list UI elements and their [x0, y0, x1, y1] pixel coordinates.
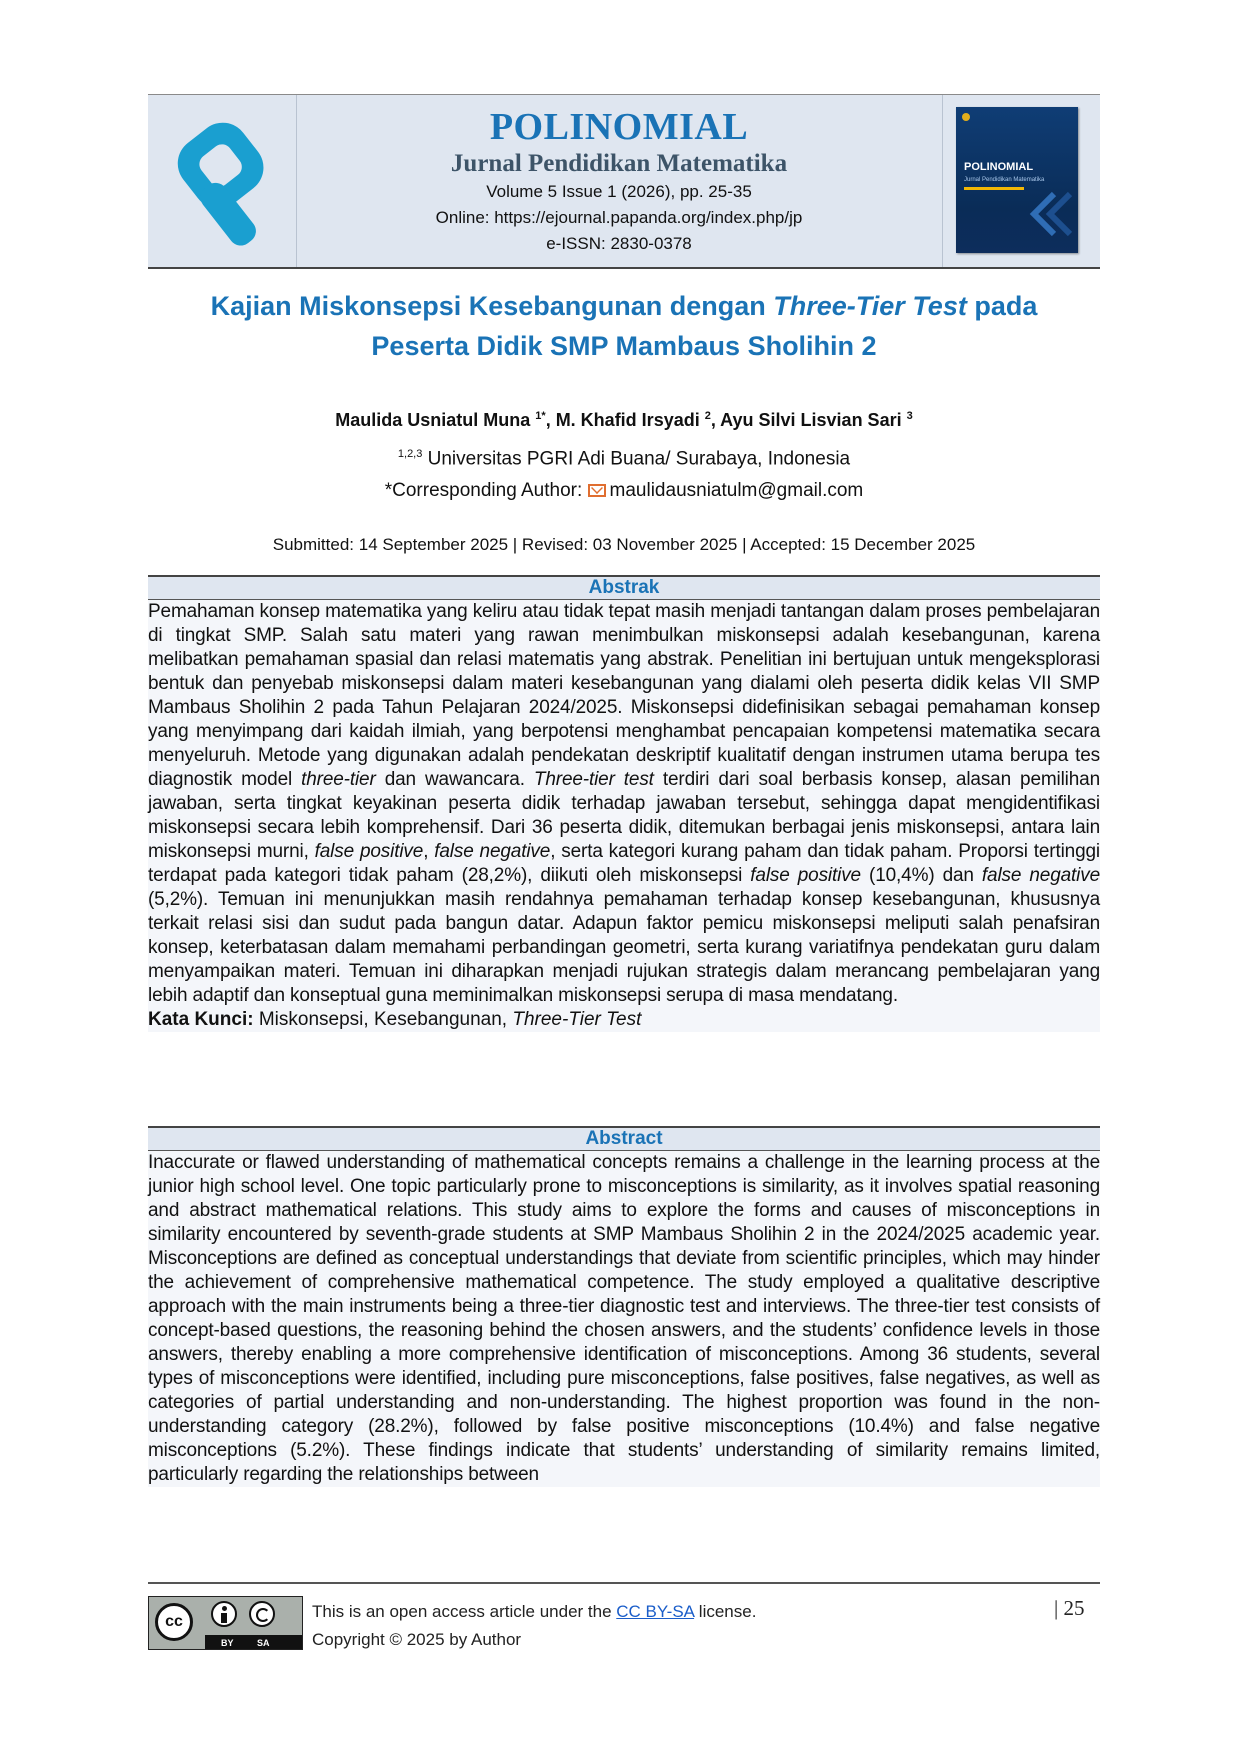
title-part1: Kajian Miskonsepsi Kesebangunan dengan	[210, 291, 774, 321]
license-line	[312, 1598, 756, 1626]
abstrak-body	[148, 600, 1100, 1008]
header-divider-left	[296, 95, 297, 267]
abstrak-section	[148, 575, 1100, 1032]
header-divider-right	[942, 95, 943, 267]
abstrak-italic-6: false negative	[981, 865, 1100, 886]
corresponding-email[interactable]: maulidausniatulm@gmail.com	[609, 480, 864, 501]
cc-by-label: BY	[221, 1638, 234, 1648]
footer-divider	[148, 1582, 1100, 1584]
journal-name: POLINOMIAL	[489, 106, 749, 148]
article-title	[148, 286, 1100, 366]
author-2-sup: 2	[704, 410, 711, 422]
abstrak-italic-4: false negative	[434, 841, 551, 862]
abstrak-text-1: Pemahaman konsep matematika yang keliru atau tidak tepat masih menjadi tantangan dalam proses pembelajaran di tingkat SMP. Salah satu materi yang rawan menimbulkan miskonsepsi adalah kesebangunan, karena melibatkan pemahaman spasial dan relasi matematis yang abstrak. Penelitian ini bertujuan untuk mengeksplorasi bentuk dan penyebab miskonsepsi dalam materi kesebangunan yang dialami oleh peserta didik kelas VII SMP Mambaus Sholihin 2 pada Tahun Pelajaran 2024/2025. Miskonsepsi didefinisikan sebagai pemahaman konsep yang menyimpang dari kaidah ilmiah, yang berpotensi menghambat pencapaian kompetensi matematika secara menyeluruh. Metode yang digunakan adalah pendekatan deskriptif kualitatif dengan instrumen utama berupa tes diagnostik model	[148, 601, 1100, 790]
abstrak-text-6: (10,4%) dan	[860, 865, 982, 886]
author-3-sup: 3	[906, 410, 913, 422]
abstrak-italic-2: Three-tier test	[533, 769, 654, 790]
share-alike-icon	[249, 1601, 275, 1627]
license-pre: This is an open access article under the	[312, 1602, 617, 1621]
title-line2: Peserta Didik SMP Mambaus Sholihin 2	[371, 331, 877, 361]
abstrak-heading: Abstrak	[148, 575, 1100, 600]
author-1: Maulida Usniatul Muna	[335, 410, 536, 430]
keywords-text: Miskonsepsi, Kesebangunan,	[253, 1009, 513, 1030]
abstract-section	[148, 1126, 1100, 1487]
corresponding-label: *Corresponding Author:	[384, 480, 588, 501]
license-link[interactable]: CC BY-SA	[616, 1602, 695, 1621]
author-2: , M. Khafid Irsyadi	[545, 410, 705, 430]
cover-chevron-icon	[1014, 189, 1074, 239]
journal-logo-icon	[168, 111, 288, 251]
keywords-label: Kata Kunci:	[148, 1009, 254, 1030]
abstrak-text-2: dan wawancara.	[375, 769, 534, 790]
author-1-sup: 1*	[535, 410, 546, 422]
cc-by-sa-license-icon[interactable]	[148, 1596, 303, 1650]
affiliation	[148, 448, 1100, 470]
affiliation-sup: 1,2,3	[397, 448, 423, 460]
journal-info	[308, 95, 930, 257]
journal-cover-image	[956, 107, 1078, 253]
volume-info: Volume 5 Issue 1 (2026), pp. 25-35	[486, 182, 752, 201]
title-italic: Three-Tier Test	[773, 291, 967, 321]
abstrak-italic-3: false positive	[314, 841, 424, 862]
cover-subtitle: Jurnal Pendidikan Matematika	[964, 177, 1045, 183]
mail-icon	[588, 484, 606, 497]
cover-title: POLINOMIAL	[964, 161, 1034, 173]
journal-subtitle: Jurnal Pendidikan Matematika	[450, 150, 788, 177]
submission-dates: Submitted: 14 September 2025 | Revised: 03 November 2025 | Accepted: 15 December 2025	[272, 535, 976, 554]
keywords	[148, 1008, 1100, 1032]
online-url[interactable]: Online: https://ejournal.papanda.org/index.php/jp	[435, 208, 803, 227]
cc-icon: cc	[155, 1603, 193, 1641]
cover-logo-icon	[962, 113, 970, 121]
cc-label-bar	[205, 1635, 302, 1649]
title-part2: pada	[966, 291, 1038, 321]
abstract-body: Inaccurate or flawed understanding of mathematical concepts remains a challenge in the learning process at the junior high school level. One topic particularly prone to misconceptions is similarity, as it involves spatial reasoning and abstract mathematical relations. This study aims to explore the forms and causes of misconceptions in similarity encountered by seventh-grade students at SMP Mambaus Sholihin 2 in the 2024/2025 academic year. Misconceptions are defined as conceptual understandings that deviate from scientific principles, which may hinder the achievement of comprehensive mathematical competence. The study employed a qualitative descriptive approach with the main instruments being a three-tier diagnostic test and interviews. The three-tier test consists of concept-based questions, the reasoning behind the chosen answers, and the students’ confidence levels in those answers, thereby enabling a more comprehensive identification of misconceptions. Among 36 students, several types of misconceptions were identified, including pure misconceptions, false positives, false negatives, as well as categories of partial understanding and non-understanding. The highest proportion was found in the non-understanding category (28.2%), followed by false positive misconceptions (10.4%) and false negative misconceptions (5.2%). These findings indicate that students’ understanding of similarity remains limited, particularly regarding the relationships between	[148, 1152, 1100, 1485]
copyright-line: Copyright © 2025 by Author	[312, 1630, 522, 1649]
abstrak-text-4: ,	[423, 841, 435, 862]
abstrak-text-3: terdiri dari soal berbasis konsep, alasan pemilihan jawaban, serta tingkat keyakinan peserta didik terhadap jawaban tersebut, sehingga dapat mengidentifikasi miskonsepsi secara lebih komprehensif. Dari 36 peserta didik, ditemukan berbagai jenis miskonsepsi, antara lain miskonsepsi murni,	[148, 769, 1101, 862]
issn: e-ISSN: 2830-0378	[546, 234, 692, 253]
abstrak-text-5: , serta kategori kurang paham dan tidak paham. Proporsi tertinggi terdapat pada kategori tidak paham (28,2%), diikuti oleh miskonsepsi	[148, 841, 1100, 886]
authors	[148, 410, 1100, 431]
abstrak-text-7: (5,2%). Temuan ini menunjukkan masih rendahnya pemahaman terhadap konsep kesebangunan, khususnya terkait relasi sisi dan sudut pada bangun datar. Adapun faktor pemicu miskonsepsi meliputi salah penafsiran konsep, keterbatasan dalam memahami perbandingan geometri, serta kurang variatifnya pendekatan guru dalam menyampaikan materi. Temuan ini diharapkan menjadi rujukan strategis dalam merancang pembelajaran yang lebih adaptif dan konseptual guna meminimalkan miskonsepsi serupa di masa mendatang.	[148, 889, 1100, 1006]
author-3: , Ayu Silvi Lisvian Sari	[710, 410, 907, 430]
license-post: license.	[694, 1602, 757, 1621]
abstract-heading: Abstract	[148, 1126, 1100, 1151]
abstrak-italic-1: three-tier	[301, 769, 376, 790]
affiliation-text: Universitas PGRI Adi Buana/ Surabaya, Indonesia	[422, 448, 851, 470]
keywords-italic: Three-Tier Test	[512, 1009, 642, 1030]
journal-header	[148, 94, 1100, 269]
cc-sa-label: SA	[257, 1638, 270, 1648]
by-person-icon	[211, 1601, 237, 1627]
page-number: | 25	[1054, 1596, 1085, 1620]
license-text	[312, 1598, 756, 1654]
abstrak-italic-5: false positive	[750, 865, 861, 886]
corresponding-author	[148, 480, 1100, 502]
